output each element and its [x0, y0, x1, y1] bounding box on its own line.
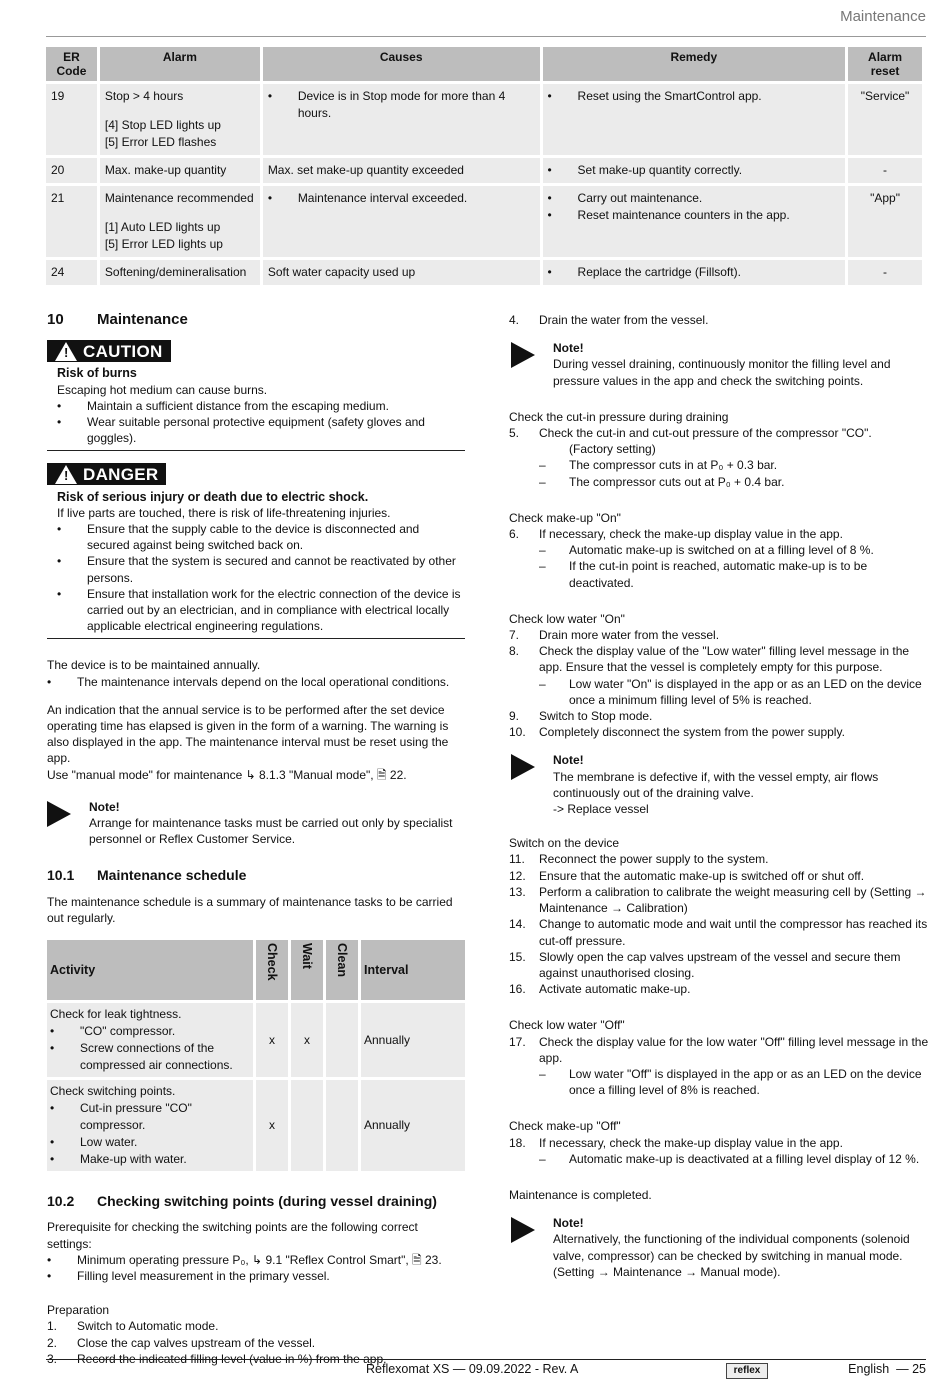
- group-title: Switch on the device: [509, 836, 620, 851]
- section-10-1-heading: 10.1 Maintenance schedule: [47, 867, 247, 884]
- alarm-cell: [100, 186, 260, 257]
- cause-cell: • Device is in Stop mode for more than 4 hours.: [263, 84, 540, 155]
- step: 4. Drain the water from the vessel.: [509, 313, 709, 327]
- alarm-name: Max. make-up quantity: [100, 158, 260, 183]
- step: 6. If necessary, check the make-up display value in the app.: [509, 527, 843, 542]
- list-item: • Maintain a sufficient distance from the escaping medium.: [57, 398, 389, 413]
- alarm-table-header: [46, 47, 922, 81]
- col-alarm-reset: Alarm reset: [848, 47, 922, 81]
- step: 16. Activate automatic make-up.: [509, 982, 691, 997]
- section-10-heading: 10 Maintenance: [47, 311, 188, 328]
- note-box: Note! During vessel draining, continuously monitor the filling level and pressure values in the app and check the switching points.: [511, 340, 929, 389]
- activity-cell: Check switching points. • Cut-in pressure "CO" compressor. • Low water. • Make-up with water.: [47, 1080, 253, 1171]
- danger-box: [47, 463, 465, 639]
- warning-icon: !: [55, 342, 77, 361]
- clean-mark: [326, 1003, 358, 1077]
- cause-text: Max. set make-up quantity exceeded: [263, 158, 540, 183]
- step: 3. Record the indicated filling level (value in %) from the app.: [47, 1351, 387, 1366]
- warning-icon: !: [55, 465, 77, 484]
- cause-text: Device is in Stop mode for more than 4 hours.: [297, 89, 506, 120]
- caution-badge: ! CAUTION: [47, 340, 171, 362]
- remedy-text: Carry out maintenance.: [577, 191, 703, 205]
- cause-text: Maintenance interval exceeded.: [297, 191, 468, 205]
- col-remedy: Remedy: [543, 47, 846, 81]
- alarm-led: [1] Auto LED lights up: [104, 220, 221, 234]
- caution-title: Risk of burns: [57, 366, 137, 381]
- table-row: [46, 186, 922, 257]
- note-arrow-icon: [511, 342, 535, 368]
- remedy-text: Set make-up quantity correctly.: [577, 163, 743, 177]
- right-column: [509, 312, 929, 1288]
- col-er-code: ER Code: [46, 47, 97, 81]
- wait-mark: x: [291, 1003, 323, 1077]
- paragraph: The device is to be maintained annually.: [47, 658, 261, 673]
- col-clean: Clean: [326, 940, 358, 1000]
- step: 14. Change to automatic mode and wait until the compressor has reached its cut-off pressure.: [509, 917, 928, 948]
- list-item: – Automatic make-up is deactivated at a filling level display of 12 %.: [539, 1151, 920, 1166]
- list-item: – Low water "Off" is displayed in the app or as an LED on the device once a filling level of 8% is reached.: [539, 1066, 922, 1098]
- alarm-led: [4] Stop LED lights up: [104, 118, 221, 132]
- note-arrow-icon: [511, 1217, 535, 1243]
- completion-text: Maintenance is completed.: [509, 1187, 652, 1202]
- col-interval: Interval: [361, 940, 465, 1000]
- remedy-text: Replace the cartridge (Fillsoft).: [577, 265, 741, 279]
- alarm-reset: "App": [848, 186, 922, 257]
- step: 12. Ensure that the automatic make-up is switched off or shut off.: [509, 868, 865, 883]
- cause-text: Soft water capacity used up: [263, 260, 540, 285]
- wait-mark: [291, 1080, 323, 1171]
- step: 1. Switch to Automatic mode.: [47, 1319, 219, 1334]
- list-item: – Automatic make-up is switched on at a filling level of 8 %.: [539, 543, 874, 558]
- table-row: [46, 260, 922, 285]
- step: 15. Slowly open the cap valves upstream of the vessel and secure them against unauthorised closing.: [509, 949, 901, 980]
- note-box: Note! Alternatively, the functioning of the individual components (solenoid valve, compressor) can be checked by switching in manual mode. (Setting → Maintenance → Manual mode).: [511, 1215, 929, 1280]
- list-item: • Ensure that the supply cable to the device is disconnected and secured against being switched back on.: [57, 522, 420, 553]
- step: 9. Switch to Stop mode.: [509, 709, 653, 724]
- er-code: 19: [46, 84, 97, 155]
- table-row: [46, 158, 922, 183]
- alarm-table: [43, 44, 925, 288]
- group-title: Check make-up "On": [509, 510, 621, 525]
- er-code: 24: [46, 260, 97, 285]
- preparation-title: Preparation: [47, 1303, 110, 1318]
- alarm-led: [5] Error LED lights up: [104, 237, 223, 251]
- note-arrow-icon: [47, 801, 71, 827]
- section-10-2-heading: 10.2 Checking switching points (during vessel draining): [47, 1193, 437, 1210]
- activity-cell: Check for leak tightness. • "CO" compressor. • Screw connections of the compressed air connections.: [47, 1003, 253, 1077]
- caution-text: Escaping hot medium can cause burns.: [57, 382, 268, 397]
- step: 13. Perform a calibration to calibrate the weight measuring cell by (Setting → Maintenance → Calibration): [509, 884, 927, 916]
- alarm-name: Softening/demineralisation: [100, 260, 260, 285]
- danger-badge: ! DANGER: [47, 463, 166, 485]
- footer-doc: Reflexomat XS — 09.09.2022 - Rev. A: [366, 1362, 579, 1376]
- alarm-led: [5] Error LED flashes: [104, 135, 217, 149]
- list-item: • Wear suitable personal protective equipment (safety gloves and goggles).: [57, 415, 425, 446]
- note-box: Note! The membrane is defective if, with the vessel empty, air flows continuously out of the draining valve. -> Replace vessel: [511, 752, 929, 817]
- list-item: • The maintenance intervals depend on the local operational conditions.: [47, 674, 450, 689]
- col-alarm: Alarm: [100, 47, 260, 81]
- list-item: • Ensure that installation work for the electric connection of the device is carried out by an electrician, and in compliance with electrical locally applicable electrical engineering regulations.: [57, 586, 461, 634]
- note-title: Note!: [89, 799, 120, 814]
- note-text: Arrange for maintenance tasks must be carried out only by specialist personnel or Reflex Customer Service.: [89, 816, 453, 847]
- step: 7. Drain more water from the vessel.: [509, 628, 720, 643]
- er-code: 20: [46, 158, 97, 183]
- left-column: [47, 312, 465, 1367]
- step: 8. Check the display value of the "Low water" filling level message in the app. Ensure that the vessel is completely empty for this purpose.: [509, 644, 910, 675]
- group-title: Check the cut-in pressure during draining: [509, 409, 729, 424]
- paragraph: An indication that the annual service is to be performed after the set device operating time has elapsed is given in the form of a warning. The warning is also displayed in the app. The maintenance interval must be reset using the app.: [47, 702, 449, 766]
- list-item: • Filling level measurement in the primary vessel.: [47, 1268, 330, 1283]
- interval: Annually: [361, 1080, 465, 1171]
- remedy-text: Reset using the SmartControl app.: [577, 89, 762, 103]
- alarm-reset: -: [848, 260, 922, 285]
- check-mark: x: [256, 1080, 288, 1171]
- paragraph: The maintenance schedule is a summary of maintenance tasks to be carried out regularly.: [47, 894, 453, 925]
- table-row: [47, 1080, 465, 1171]
- check-mark: x: [256, 1003, 288, 1077]
- paragraph: Prerequisite for checking the switching points are the following correct settings:: [47, 1220, 418, 1251]
- reflex-logo: reflex: [726, 1363, 768, 1379]
- manual-mode-reference: Use "manual mode" for maintenance ↳ 8.1.3 "Manual mode", 🗎 22.: [47, 767, 407, 782]
- step: 5. Check the cut-in and cut-out pressure of the compressor "CO".: [509, 426, 872, 441]
- er-code: 21: [46, 186, 97, 257]
- running-header: Maintenance: [840, 8, 926, 25]
- danger-text: If live parts are touched, there is risk of life-threatening injuries.: [57, 505, 391, 520]
- list-item: – Low water "On" is displayed in the app or as an LED on the device once a minimum filling level of 5% is reached.: [539, 676, 922, 707]
- caution-box: [47, 340, 465, 451]
- table-row: [47, 1003, 465, 1077]
- alarm-reset: "Service": [848, 84, 922, 155]
- col-wait: Wait: [291, 940, 323, 1000]
- remedy-text: Reset maintenance counters in the app.: [577, 208, 790, 222]
- remedy-cell: • Reset using the SmartControl app.: [543, 84, 846, 155]
- schedule-header: [47, 940, 465, 1000]
- list-item: – If the cut-in point is reached, automatic make-up is to be deactivated.: [539, 559, 868, 590]
- list-item: • Minimum operating pressure P₀, ↳ 9.1 "Reflex Control Smart", 🗎 23.: [47, 1252, 442, 1267]
- step: 17. Check the display value for the low water "Off" filling level message in the app.: [509, 1034, 929, 1065]
- note-box: [47, 799, 465, 848]
- col-activity: Activity: [47, 940, 253, 1000]
- remedy-cell: • Set make-up quantity correctly.: [543, 158, 846, 183]
- cause-cell: • Maintenance interval exceeded.: [263, 186, 540, 257]
- col-causes: Causes: [263, 47, 540, 81]
- table-row: [46, 84, 922, 155]
- footer-page: English — 25: [848, 1362, 926, 1376]
- group-title: Check make-up "Off": [509, 1119, 621, 1134]
- alarm-name: Stop > 4 hours: [104, 89, 184, 103]
- remedy-cell: • Replace the cartridge (Fillsoft).: [543, 260, 846, 285]
- alarm-name: Maintenance recommended: [104, 191, 254, 205]
- alarm-reset: -: [848, 158, 922, 183]
- list-item: – The compressor cuts out at P₀ + 0.4 bar.: [539, 474, 785, 489]
- step-sub: (Factory setting): [569, 442, 656, 457]
- step: 10. Completely disconnect the system from the power supply.: [509, 725, 845, 740]
- group-title: Check low water "On": [509, 611, 625, 626]
- header-rule: [46, 36, 926, 37]
- note-arrow-icon: [511, 754, 535, 780]
- maintenance-schedule-table: [44, 937, 468, 1174]
- group-title: Check low water "Off": [509, 1018, 625, 1033]
- list-item: • Ensure that the system is secured and cannot be reactivated by other persons.: [57, 554, 456, 585]
- list-item: – The compressor cuts in at P₀ + 0.3 bar.: [539, 458, 778, 473]
- step: 18. If necessary, check the make-up display value in the app.: [509, 1135, 843, 1150]
- footer-rule: [46, 1359, 926, 1360]
- remedy-cell: • Carry out maintenance. • Reset maintenance counters in the app.: [543, 186, 846, 257]
- col-check: Check: [256, 940, 288, 1000]
- clean-mark: [326, 1080, 358, 1171]
- alarm-cell: [100, 84, 260, 155]
- step: 2. Close the cap valves upstream of the vessel.: [47, 1335, 316, 1350]
- step: 11. Reconnect the power supply to the system.: [509, 852, 769, 867]
- interval: Annually: [361, 1003, 465, 1077]
- danger-title: Risk of serious injury or death due to electric shock.: [57, 489, 369, 504]
